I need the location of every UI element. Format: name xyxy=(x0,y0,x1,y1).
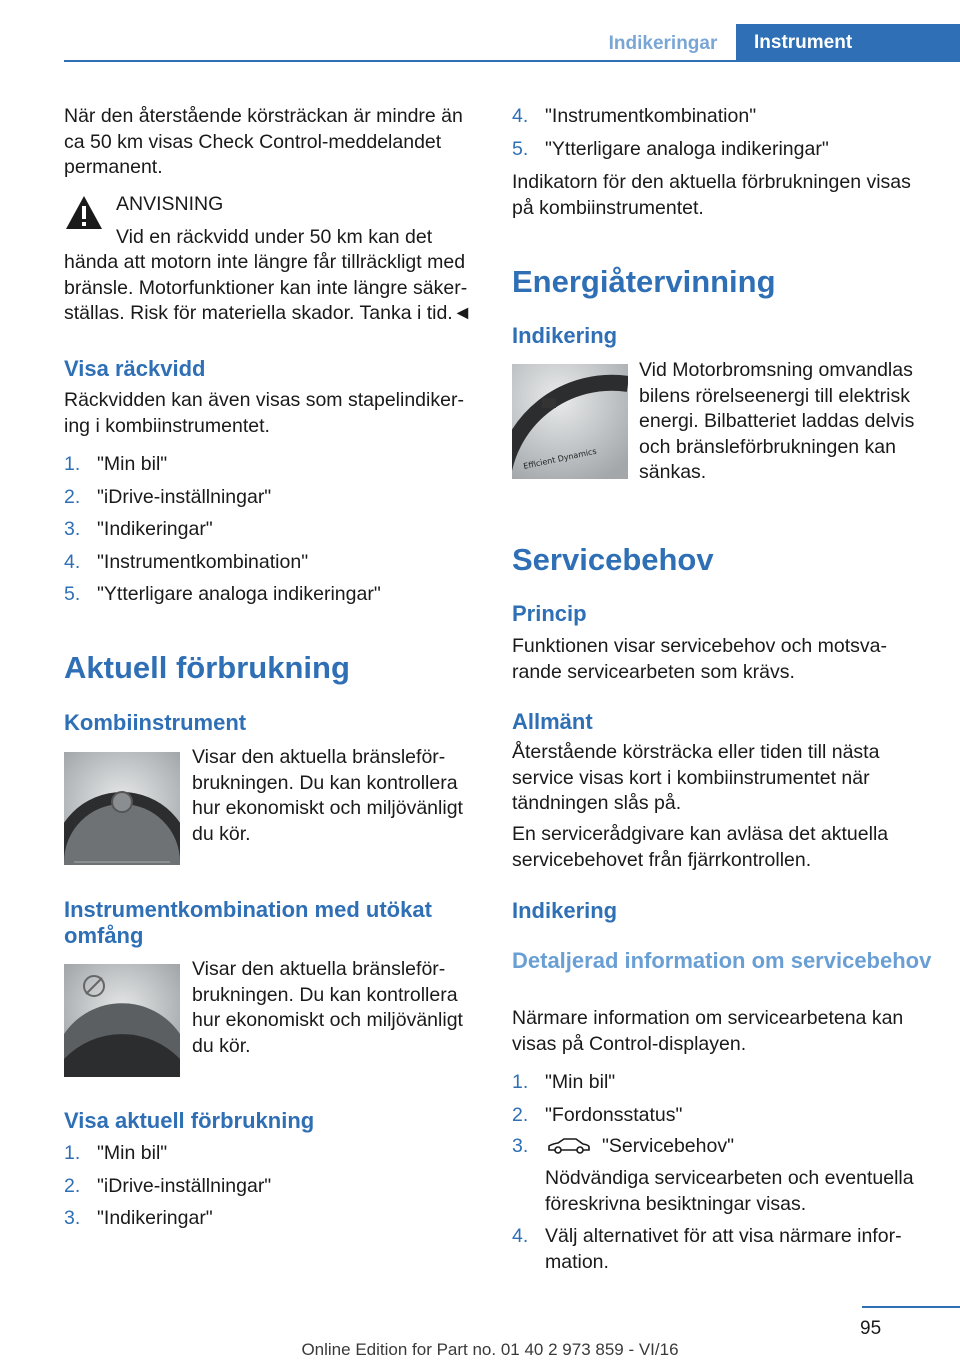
visa-rackvidd-text: Räckvidden kan även visas som stapelindiker-ing i kombiinstrumentet. xyxy=(64,389,464,437)
heading-allmant: Allmänt xyxy=(512,709,593,734)
page-number: 95 xyxy=(860,1318,882,1339)
rackvidd-step-item-number: 3. xyxy=(64,518,81,540)
gauge-image-energi xyxy=(512,364,628,479)
allmant-text-2: En servicerådgivare kan avläsa det aktuella servicebehovet från fjärrkontrollen. xyxy=(512,823,889,871)
forbrukning-step-item xyxy=(64,1174,484,1200)
rackvidd-step-item-number: 4. xyxy=(64,550,81,573)
forbrukning-step-item-number: 3. xyxy=(64,1207,81,1229)
service-steps-list xyxy=(512,1070,932,1135)
rackvidd-step-item-number: 5. xyxy=(64,583,81,605)
forbrukning-step-item-number: 1. xyxy=(64,1142,81,1164)
warning-title: ANVISNING xyxy=(116,193,224,215)
detalj-text: Närmare information om servicearbetena kan visas på Control-displayen. xyxy=(512,1007,904,1055)
service-step-3-subtext: Nödvändiga servicearbeten och eventuella föreskrivna besiktningar visas. xyxy=(545,1167,914,1215)
kombi-text: Visar den aktuella bränsleför-brukningen. Du kan kontrollera hur ekonomiskt och miljövänligt du kör. xyxy=(192,746,463,845)
warning-text-first-line: Vid en räckvidd under 50 km kan det xyxy=(116,226,433,248)
rackvidd-step-item-number: 1. xyxy=(64,453,81,475)
gauge-image-kombi xyxy=(64,752,180,865)
rackvidd-step-item-label: "Indikeringar" xyxy=(97,518,213,540)
heading-utokat-omfang: Instrumentkombination med utökat omfång xyxy=(64,897,432,948)
service-step-item-label: "Fordonsstatus" xyxy=(545,1103,683,1126)
heading-princip: Princip xyxy=(512,601,587,626)
allmant-text-1: Återstående körsträcka eller tiden till nästa service visas kort i kombiinstrumentet när tändningen slås på. xyxy=(512,741,880,814)
heading-detaljerad-information: Detaljerad information om servicebehov xyxy=(512,948,932,973)
rackvidd-step-item xyxy=(64,582,484,608)
forbrukning-step-cont-item-label: "Ytterligare analoga indikeringar" xyxy=(545,137,829,160)
forbrukning-step-cont-item-number: 4. xyxy=(512,105,529,127)
service-step-4-number: 4. xyxy=(512,1225,529,1247)
service-step-item-number: 2. xyxy=(512,1103,529,1126)
footer-rule xyxy=(862,1306,960,1308)
energi-text: Vid Motorbromsning omvandlas bilens rörelseenergi till elektrisk energi. Bilbatteriet laddas delvis och bränsleförbrukningen kan sänkas. xyxy=(639,359,915,483)
service-step-item xyxy=(512,1103,932,1129)
rackvidd-step-item xyxy=(64,452,484,478)
forbrukning-step-item xyxy=(64,1206,484,1232)
indikator-text: Indikatorn för den aktuella förbrukningen visas på kombiinstrumentet. xyxy=(512,171,911,219)
rackvidd-step-item-label: "Min bil" xyxy=(97,453,168,475)
forbrukning-step-item xyxy=(64,1141,484,1167)
warning-text: hända att motorn inte längre får tillräckligt med bränsle. Motorfunktioner kan inte längre säker-ställas. Risk för materiella skador. Tanka i tid.◄ xyxy=(64,251,473,324)
header-tab-instrument[interactable]: Instrument xyxy=(736,24,960,62)
service-step-4-text: Välj alternativet för att visa närmare infor-mation. xyxy=(545,1225,902,1273)
princip-text: Funktionen visar servicebehov och motsva-rande servicearbeten som krävs. xyxy=(512,635,888,683)
heading-energiatervinning: Energiåtervinning xyxy=(512,264,776,299)
forbrukning-step-item-label: "iDrive-inställningar" xyxy=(97,1174,272,1197)
heading-aktuell-forbrukning: Aktuell förbrukning xyxy=(64,650,350,685)
forbrukning-step-item-number: 2. xyxy=(64,1174,81,1197)
rackvidd-steps-list xyxy=(64,452,484,615)
service-step-3-text: "Servicebehov" xyxy=(602,1135,734,1157)
header-rule xyxy=(64,60,960,62)
heading-servicebehov: Servicebehov xyxy=(512,542,714,577)
forbrukning-steps-list-cont xyxy=(512,104,932,169)
rackvidd-step-item xyxy=(64,550,484,576)
rackvidd-step-item-label: "Ytterligare analoga indikeringar" xyxy=(97,583,381,605)
service-step-item-number: 1. xyxy=(512,1071,529,1093)
service-step-item-label: "Min bil" xyxy=(545,1071,616,1093)
heading-kombiinstrument: Kombiinstrument xyxy=(64,710,247,735)
service-step-item xyxy=(512,1070,932,1096)
rackvidd-step-item-number: 2. xyxy=(64,485,81,508)
forbrukning-step-cont-item xyxy=(512,137,932,163)
heading-visa-aktuell-forbrukning: Visa aktuell förbrukning xyxy=(64,1108,315,1133)
intro-paragraph: När den återstående körsträckan är mindre än ca 50 km visas Check Control-meddelandet permanent. xyxy=(64,105,463,178)
forbrukning-step-item-label: "Min bil" xyxy=(97,1142,168,1164)
rackvidd-step-item xyxy=(64,485,484,511)
rackvidd-step-item-label: "Instrumentkombination" xyxy=(97,550,309,573)
heading-indikering-2: Indikering xyxy=(512,898,618,923)
forbrukning-steps-list xyxy=(64,1141,484,1239)
warning-triangle-icon xyxy=(64,193,104,233)
online-edition-text: Online Edition for Part no. 01 40 2 973 859 - VI/16 xyxy=(301,1340,679,1359)
utokat-text: Visar den aktuella bränsleför-brukningen. Du kan kontrollera hur ekonomiskt och miljövänligt du kör. xyxy=(192,958,463,1057)
forbrukning-step-cont-item-label: "Instrumentkombination" xyxy=(545,105,757,127)
forbrukning-step-cont-item xyxy=(512,104,932,130)
header-tab-indikeringar[interactable]: Indikeringar xyxy=(608,33,718,54)
car-service-icon xyxy=(546,1136,592,1156)
rackvidd-step-item xyxy=(64,517,484,543)
heading-indikering: Indikering xyxy=(512,323,618,348)
gauge-image-utokat xyxy=(64,964,180,1077)
rackvidd-step-item-label: "iDrive-inställningar" xyxy=(97,485,272,508)
forbrukning-step-item-label: "Indikeringar" xyxy=(97,1207,213,1229)
service-step-3-number: 3. xyxy=(512,1135,529,1157)
forbrukning-step-cont-item-number: 5. xyxy=(512,137,529,160)
heading-visa-rackvidd: Visa räckvidd xyxy=(64,356,206,381)
gauge-caption: Efficient Dynamics xyxy=(522,446,598,471)
